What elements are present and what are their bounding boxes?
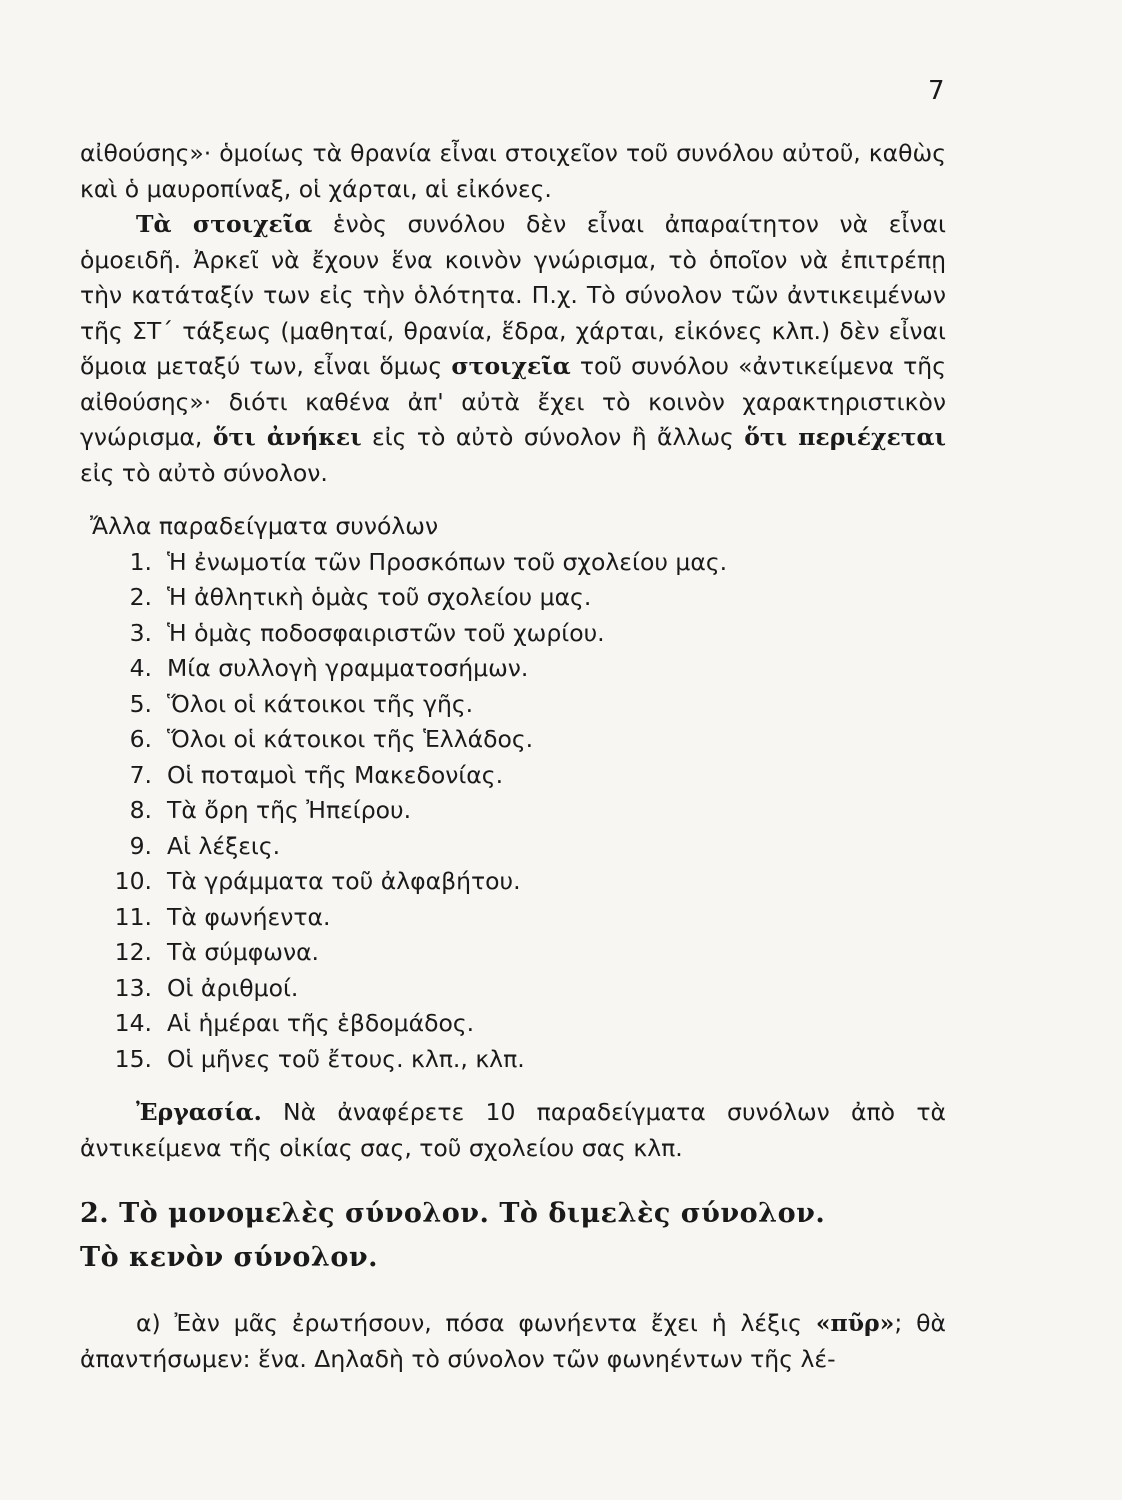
list-item <box>80 793 946 829</box>
list-number: 14. <box>114 1009 152 1037</box>
list-number: 9. <box>129 831 152 860</box>
list-text: Οἱ μῆνες τοῦ ἔτους. κλπ., κλπ. <box>167 1044 525 1073</box>
list-item <box>80 1042 946 1078</box>
list-number: 3. <box>129 618 152 647</box>
paragraph-elements <box>80 207 946 491</box>
paragraph-text: α) Ἐὰν μᾶς ἐρωτήσουν, πόσα φωνήεντα ἔχει ἡ λέξις <box>136 1309 816 1337</box>
list-item <box>80 758 946 794</box>
list-number: 10. <box>114 867 152 895</box>
list-number: 4. <box>129 654 152 682</box>
list-number: 12. <box>114 938 152 966</box>
list-number: 7. <box>129 760 152 789</box>
bold-word-pyr: «πῦρ» <box>815 1309 895 1337</box>
paragraph-text: εἰς τὸ αὐτὸ σύνολον ἢ ἄλλως <box>361 423 745 451</box>
list-item <box>80 545 946 581</box>
list-item <box>80 616 946 652</box>
list-text: Ὅλοι οἱ κάτοικοι τῆς Ἑλλάδος. <box>167 725 534 753</box>
bold-term: ὅτι περιέχεται <box>744 423 946 451</box>
paragraph-continuation: αἰθούσης»· ὁμοίως τὰ θρανία εἶναι στοιχεῖον τοῦ συνόλου αὐτοῦ, καθὼς καὶ ὁ μαυροπίναξ, οἱ χάρται, αἱ εἰκόνες. <box>80 139 946 203</box>
list-text: Ἡ ἀθλητικὴ ὁμὰς τοῦ σχολείου μας. <box>167 583 592 611</box>
list-number: 1. <box>129 547 152 576</box>
page-number: 7 <box>928 76 945 106</box>
section-heading-line1: 2. Τὸ μονομελὲς σύνολον. Τὸ διμελὲς σύνολον. <box>80 1198 826 1229</box>
list-text: Οἱ ἀριθμοί. <box>167 973 299 1002</box>
bold-term: στοιχεῖα <box>451 352 571 380</box>
list-text: Αἱ λέξεις. <box>167 831 281 860</box>
list-item <box>80 722 946 758</box>
section-heading-line2: Τὸ κενὸν σύνολον. <box>80 1242 378 1273</box>
list-text: Μία συλλογὴ γραμματοσήμων. <box>167 654 529 682</box>
list-number: 5. <box>129 689 152 718</box>
bold-term: ὅτι ἀνήκει <box>212 423 362 451</box>
bold-term-elements: Τὰ στοιχεῖα <box>136 210 313 238</box>
paragraph-a <box>80 1306 946 1377</box>
exercise-paragraph <box>80 1095 946 1166</box>
list-item <box>80 900 946 936</box>
list-number: 8. <box>129 796 152 824</box>
paragraph-text: ; θὰ ἀπαντήσωμεν: ἕνα. Δηλαδὴ τὸ σύνολον τῶν φωνηέντων τῆς λέ- <box>80 1309 946 1373</box>
list-item <box>80 1006 946 1042</box>
list-item <box>80 829 946 865</box>
examples-list <box>80 545 946 1078</box>
list-item <box>80 864 946 900</box>
list-text: Τὰ ὄρη τῆς Ἠπείρου. <box>167 796 412 824</box>
examples-title: Ἄλλα παραδείγματα συνόλων <box>90 512 439 540</box>
list-item <box>80 935 946 971</box>
list-text: Ἡ ὁμὰς ποδοσφαιριστῶν τοῦ χωρίου. <box>167 618 605 647</box>
list-text: Αἱ ἡμέραι τῆς ἑβδομάδος. <box>167 1009 475 1037</box>
list-number: 11. <box>114 902 152 931</box>
list-text: Τὰ φωνήεντα. <box>167 902 331 931</box>
exercise-text: Νὰ ἀναφέρετε 10 παραδείγματα συνόλων ἀπὸ τὰ ἀντικείμενα τῆς οἰκίας σας, τοῦ σχολείου σας κλπ. <box>80 1098 946 1162</box>
paragraph-text: τοῦ συνόλου «ἀντικείμενα τῆς αἰθούσης»· διότι καθένα ἀπ' αὐτὰ ἔχει τὸ κοινὸν χαρακτηριστικὸν γνώρισμα, <box>80 352 946 451</box>
page-body <box>80 136 946 1377</box>
list-text: Ἡ ἐνωμοτία τῶν Προσκόπων τοῦ σχολείου μας. <box>167 547 728 576</box>
list-item <box>80 580 946 616</box>
list-item <box>80 651 946 687</box>
list-number: 6. <box>129 725 152 753</box>
list-number: 13. <box>114 973 152 1002</box>
exercise-label: Ἐργασία. <box>136 1098 262 1126</box>
paragraph-text: ἑνὸς συνόλου δὲν εἶναι ἀπαραίτητον νὰ εἶναι ὁμοειδῆ. Ἀρκεῖ νὰ ἔχουν ἕνα κοινὸν γνώρισμα, τὸ ὁποῖον νὰ ἐπιτρέπῃ τὴν κατάταξίν των εἰς τὴν ὁλότητα. Π.χ. Τὸ σύνολον τῶν ἀντικειμένων τῆς ΣΤ΄ τάξεως (μαθηταί, θρανία, ἕδρα, χάρται, εἰκόνες κλπ.) δὲν εἶναι ὅμοια μεταξύ των, εἶναι ὅμως <box>80 210 947 380</box>
list-item <box>80 971 946 1007</box>
list-text: Οἱ ποταμοὶ τῆς Μακεδονίας. <box>167 760 504 789</box>
list-text: Ὅλοι οἱ κάτοικοι τῆς γῆς. <box>167 689 474 718</box>
paragraph-text: εἰς τὸ αὐτὸ σύνολον. <box>80 458 328 487</box>
list-number: 15. <box>114 1044 152 1073</box>
list-text: Τὰ γράμματα τοῦ ἀλφαβήτου. <box>167 867 521 895</box>
list-number: 2. <box>129 583 152 611</box>
list-item <box>80 687 946 723</box>
list-text: Τὰ σύμφωνα. <box>167 938 320 966</box>
section-heading <box>80 1192 946 1280</box>
